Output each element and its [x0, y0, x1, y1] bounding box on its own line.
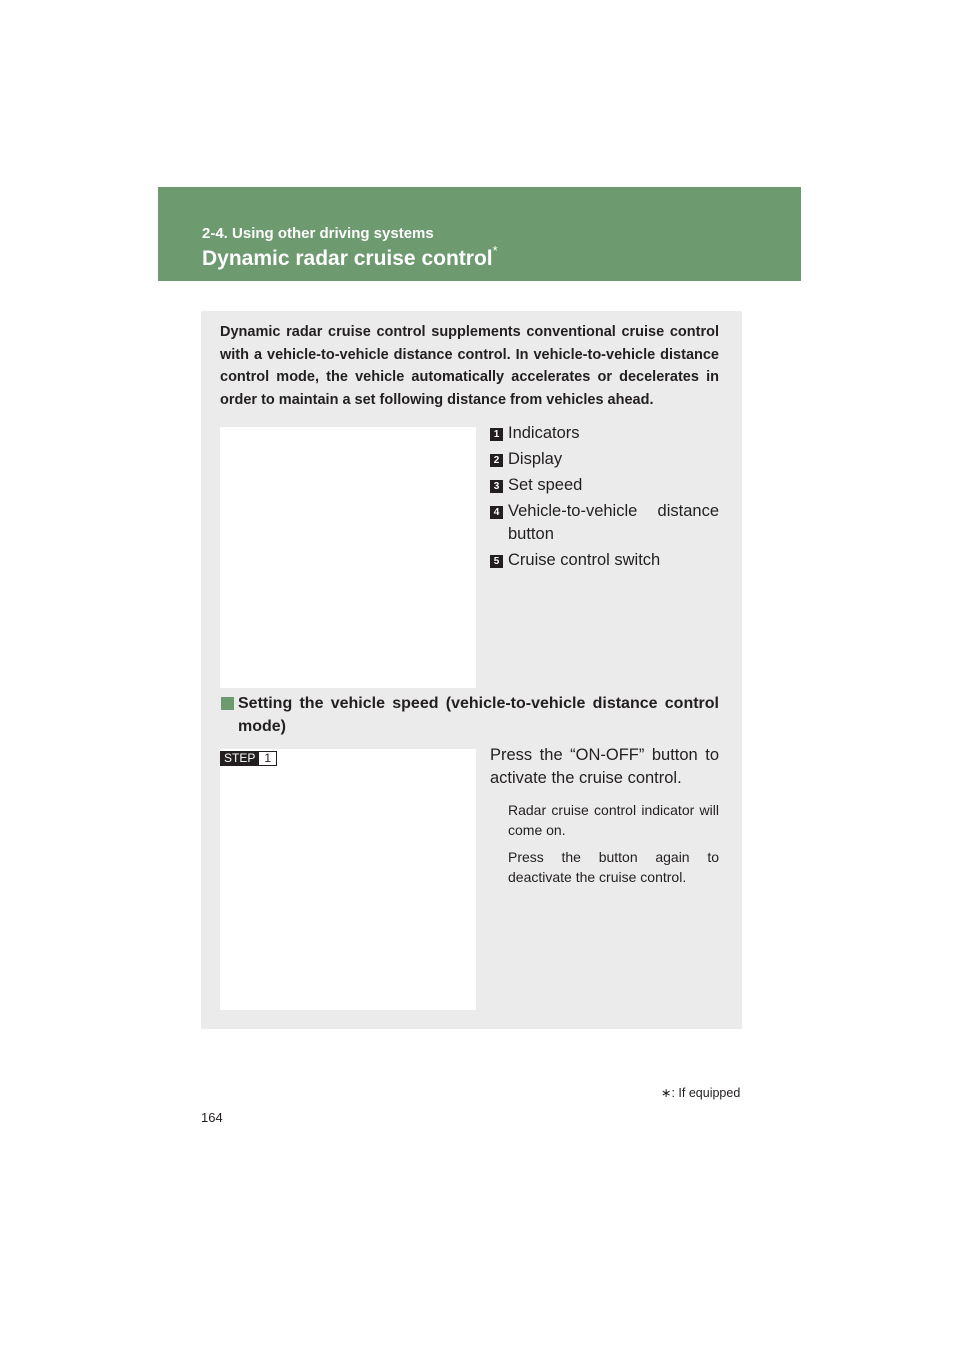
- intro-paragraph: Dynamic radar cruise control supplements conventional cruise control with a vehicle-to-vehicle distance control. In vehicle-to-vehicle distance control mode, the vehicle automatically accelerates or decelerates in order to maintain a set following distance from vehicles ahead.: [220, 324, 719, 408]
- section-header: [158, 187, 801, 281]
- subheading-text: Setting the vehicle speed (vehicle-to-vehicle distance control mode): [238, 695, 719, 735]
- controls-illustration: [220, 427, 476, 688]
- callout-number: 3: [490, 480, 503, 493]
- step-number: 1: [259, 751, 277, 766]
- legend-item: [490, 549, 719, 572]
- callout-number: 4: [490, 506, 503, 519]
- legend-label: Cruise control switch: [508, 551, 661, 569]
- step-badge: [220, 751, 277, 766]
- legend-label: Vehicle-to-vehicle distance button: [508, 502, 719, 543]
- legend-label: Display: [508, 450, 563, 468]
- legend-item: [490, 500, 719, 546]
- step-word: STEP: [220, 751, 259, 766]
- callout-legend: [490, 422, 719, 575]
- if-equipped-footnote: ∗: If equipped: [661, 1086, 741, 1100]
- page-title: [202, 243, 498, 271]
- square-bullet-icon: [221, 697, 234, 710]
- page-number: 164: [201, 1110, 223, 1125]
- if-equipped-mark: *: [492, 243, 498, 258]
- legend-label: Indicators: [508, 424, 580, 442]
- section-subheading: [220, 692, 719, 738]
- content-panel: [201, 311, 742, 1029]
- section-label: 2-4. Using other driving systems: [202, 225, 434, 242]
- callout-number: 1: [490, 428, 503, 441]
- legend-item: [490, 422, 719, 445]
- on-off-button-illustration: [220, 749, 476, 1010]
- step-note: Radar cruise control indicator will come on.: [508, 802, 719, 838]
- step-note: Press the button again to deactivate the cruise control.: [508, 849, 719, 885]
- callout-number: 5: [490, 555, 503, 568]
- page-title-text: Dynamic radar cruise control: [202, 247, 493, 270]
- legend-label: Set speed: [508, 476, 583, 494]
- legend-item: [490, 448, 719, 471]
- legend-item: [490, 474, 719, 497]
- step-instruction: Press the “ON-OFF” button to activate the cruise control.: [490, 746, 719, 787]
- callout-number: 2: [490, 454, 503, 467]
